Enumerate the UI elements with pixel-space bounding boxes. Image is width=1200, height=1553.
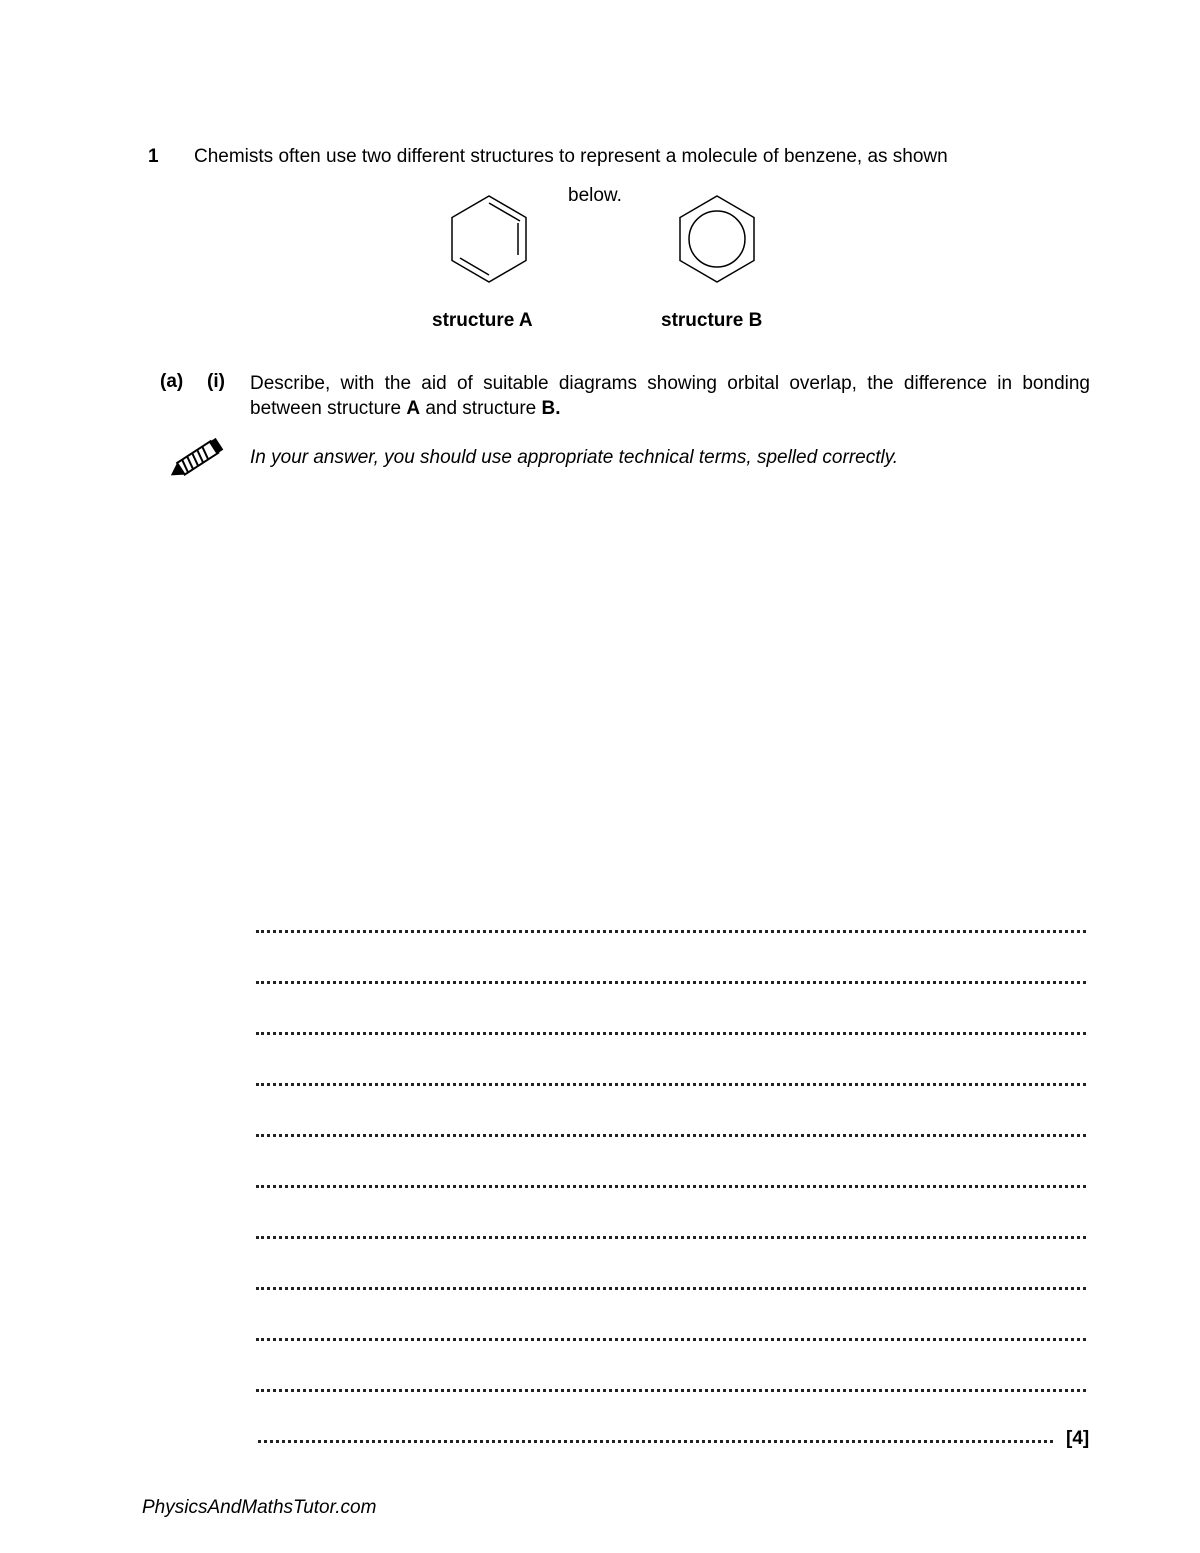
structure-b-label: structure B xyxy=(661,310,763,331)
answer-line[interactable] xyxy=(256,920,1086,940)
answer-line[interactable] xyxy=(256,971,1086,991)
subpart-number: (i) xyxy=(207,371,225,392)
answer-line[interactable] xyxy=(258,1430,1053,1450)
marks-available: [4] xyxy=(1066,1428,1090,1449)
question-prompt: Describe, with the aid of suitable diagrams showing orbital overlap, the difference in bonding between structure A and structure B. xyxy=(250,373,1090,419)
structure-a-label: structure A xyxy=(432,310,533,331)
qwc-instruction: In your answer, you should use appropriate technical terms, spelled correctly. xyxy=(250,447,899,468)
kekule-benzene-icon xyxy=(446,193,532,285)
answer-line[interactable] xyxy=(256,1328,1086,1348)
delocalised-benzene-icon xyxy=(674,193,760,285)
answer-line[interactable] xyxy=(256,1277,1086,1297)
footer-source: PhysicsAndMathsTutor.com xyxy=(142,1497,377,1518)
question-intro: Chemists often use two different structures to represent a molecule of benzene, as shown xyxy=(194,146,948,167)
pencil-icon xyxy=(160,430,232,488)
question-number: 1 xyxy=(148,146,159,167)
part-letter: (a) xyxy=(160,371,184,392)
answer-line[interactable] xyxy=(256,1022,1086,1042)
question-intro-continued: below. xyxy=(568,185,622,206)
answer-line[interactable] xyxy=(256,1226,1086,1246)
answer-line[interactable] xyxy=(256,1175,1086,1195)
answer-line[interactable] xyxy=(256,1124,1086,1144)
answer-line[interactable] xyxy=(256,1073,1086,1093)
answer-line[interactable] xyxy=(256,1379,1086,1399)
